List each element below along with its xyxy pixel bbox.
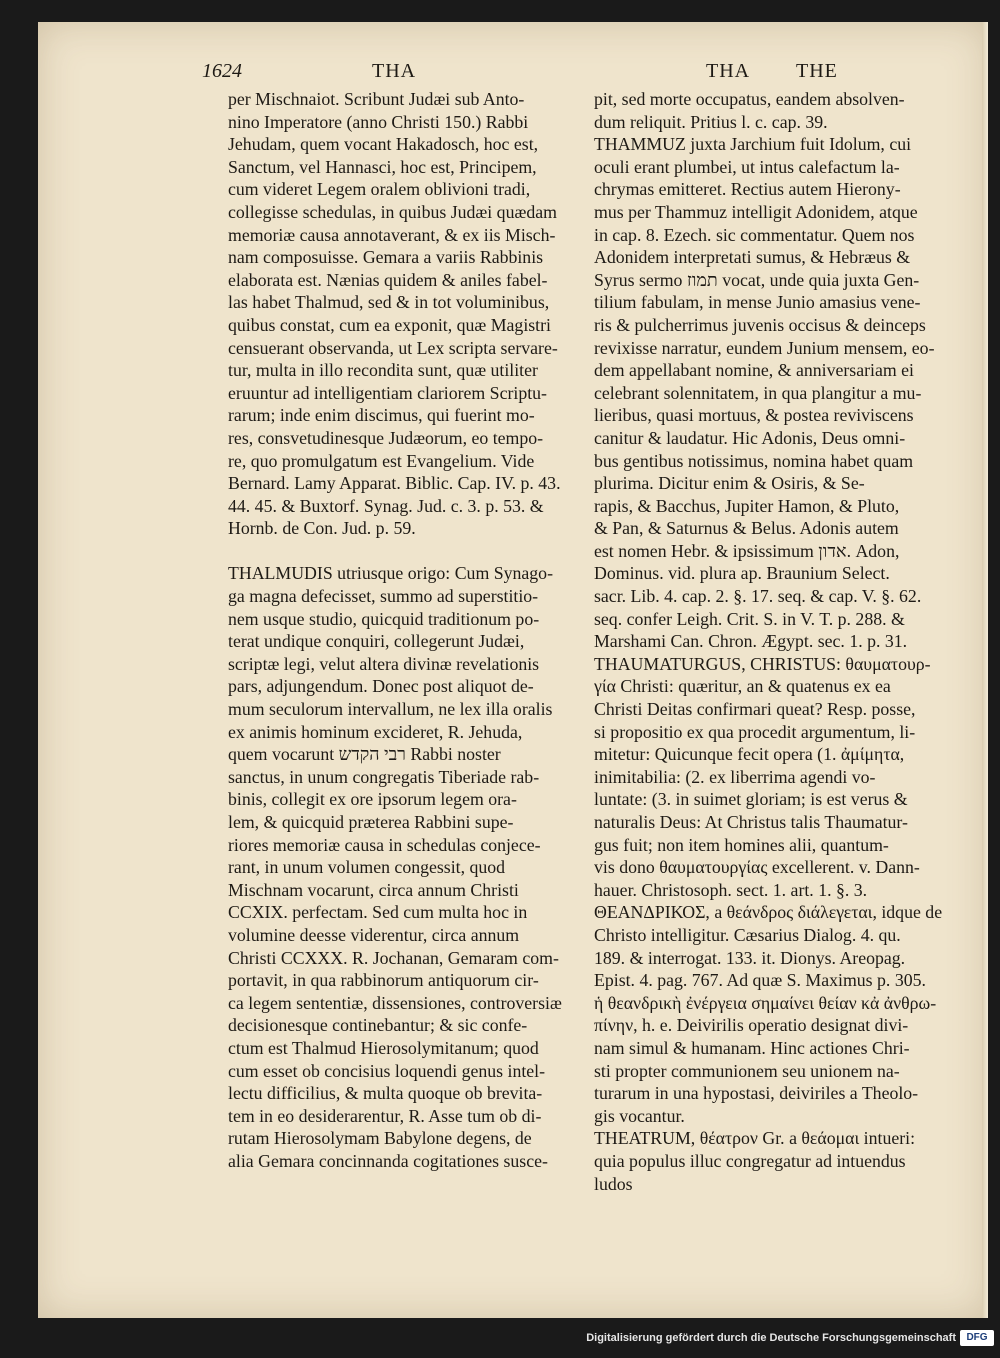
text-line: Hornb. de Con. Jud. p. 59. [228,518,416,539]
text-line: ca legem sententiæ, dissensiones, controversiæ [228,992,562,1013]
text-line: decisionesque continebantur; & sic confe- [228,1015,528,1036]
text-line: censuerant observanda, ut Lex scripta servare- [228,337,558,358]
text-line: tur, multa in illo recondita sunt, quæ utiliter [228,360,538,381]
text-line [228,540,580,563]
text-line: THAMMUZ juxta Jarchium fuit Idolum, cui [594,134,912,155]
text-line: Sanctum, vel Hannasci, hoc est, Principem, [228,156,537,177]
text-line: revixisse narratur, eundem Junium mensem, eo- [594,337,935,358]
text-line: per Mischnaiot. Scribunt Judæi sub Anto- [228,89,525,109]
text-line: riores memoriæ causa in schedulas conjece- [228,834,541,855]
text-line: γία Christi: quæritur, an & quatenus ex ea [594,676,891,697]
text-line: gis vocantur. [594,1105,685,1126]
text-line: volumine deesse viderentur, circa annum [228,924,520,945]
text-line: nam composuisse. Gemara a variis Rabbinis [228,247,544,268]
digitization-footer [0,1326,1000,1350]
text-line: quem vocarunt רבי הקדש Rabbi noster [228,744,501,765]
text-line: mum seculorum intervallum, ne lex illa oralis [228,699,553,720]
text-line: Syrus sermo תמוז vocat, unde quia juxta Gen- [594,269,920,290]
text-line: in cap. 8. Ezech. sic commentatur. Quem nos [594,224,915,245]
text-line: binis, collegit ex ore ipsorum legem ora- [228,789,517,810]
footer-credit: Digitalisierung gefördert durch die Deutsche Forschungsgemeinschaft [586,1332,956,1344]
text-line: hauer. Christosoph. sect. 1. art. 1. §. 3. [594,879,868,900]
text-line: Marshami Can. Chron. Ægypt. sec. 1. p. 31. [594,631,908,652]
text-line: alia Gemara concinnanda cogitationes susce- [228,1150,548,1171]
text-line: Mischnam vocarunt, circa annum Christi [228,879,519,900]
text-line: dum reliquit. Pritius l. c. cap. 39. [594,111,828,132]
text-line: oculi erant plumbei, ut intus calefactum la- [594,156,900,177]
text-line: terat undique conquiri, collegerunt Judæi, [228,631,525,652]
text-line: cum esset ob concisius loquendi genus intel- [228,1060,546,1081]
text-line: sacr. Lib. 4. cap. 2. §. 17. seq. & cap. V. §. 62. [594,586,922,607]
text-line: rant, in unum volumen congessit, quod [228,857,506,878]
text-line: Christi Deitas confirmari queat? Resp. posse, [594,699,916,720]
text-line: ἡ θεανδρικὴ ἐνέργεια σημαίνει θείαν κἀ ἀνθρω- [594,992,937,1013]
text-line: seq. confer Leigh. Crit. S. in V. T. p. 288. & [594,608,905,629]
text-line: gus fuit; non item homines alii, quantum- [594,834,889,855]
dfg-logo-icon: DFG [960,1330,994,1346]
text-line: mus per Thammuz intelligit Adonidem, atque [594,201,918,222]
text-line: THAUMATURGUS, CHRISTUS: θαυματουρ- [594,653,931,674]
text-line: collegisse schedulas, in quibus Judæi quædam [228,201,557,222]
text-line: Adonidem interpretati sumus, & Hebræus & [594,247,911,268]
text-line: eruuntur ad intelligentiam clariorem Scriptu- [228,382,547,403]
text-line: lectu difficilius, & multa quoque ob brevita- [228,1083,543,1104]
text-line: memoriæ causa annotaverant, & ex iis Misch- [228,224,556,245]
running-header [0,60,1000,90]
text-line: mitetur: Quicunque fecit opera (1. ἀμίμητα, [594,744,905,765]
text-line: naturalis Deus: At Christus talis Thaumatur- [594,812,908,832]
text-line: pars, adjungendum. Donec post aliquot de- [228,676,534,697]
text-line: ΘΕΑΝΔΡΙΚΟΣ, a θεάνδρος διάλεγεται, idque de [594,902,943,923]
right-text-column [594,88,966,1195]
text-line: rutam Hierosolymam Babylone degens, de [228,1128,532,1149]
text-line: quibus constat, cum ea exponit, quæ Magistri [228,314,551,335]
text-line: Bernard. Lamy Apparat. Biblic. Cap. IV. p. 43. [228,473,561,494]
text-line: est nomen Hebr. & ipsissimum אדון. Adon, [594,540,900,561]
text-line: ludos [594,1173,633,1194]
left-text-column [228,88,580,1173]
text-line: THALMUDIS utriusque origo: Cum Synago- [228,563,553,584]
text-line: turarum in una hypostasi, deiviriles a Theolo- [594,1083,919,1104]
text-line: lieribus, quasi mortuus, & postea reviviscens [594,405,914,426]
text-line: Dominus. vid. plura ap. Braunium Select. [594,563,890,584]
text-line: scriptæ legi, velut altera divinæ revelationis [228,653,540,674]
text-line: re, quo promulgatum est Evangelium. Vide [228,450,535,471]
text-line: Epist. 4. pag. 767. Ad quæ S. Maximus p. 305. [594,970,926,991]
text-line: portavit, in qua rabbinorum antiquorum cir- [228,970,539,991]
text-line: sti propter communionem seu unionem na- [594,1060,900,1081]
text-line: plurima. Dicitur enim & Osiris, & Se- [594,473,865,494]
page-edge [982,22,988,1318]
text-line: lem, & quicquid præterea Rabbini supe- [228,812,514,832]
text-line: sanctus, in unum congregatis Tiberiade rab- [228,766,540,787]
text-line: THEATRUM, θέατρον Gr. a θεάομαι intueri: [594,1128,916,1149]
text-line: Jehudam, quem vocant Hakadosch, hoc est, [228,134,539,155]
text-line: cum videret Legem oralem oblivioni tradi, [228,179,531,200]
text-line: res, consvetudinesque Judæorum, eo tempo- [228,427,544,448]
text-line: 189. & interrogat. 133. it. Dionys. Areopag. [594,947,906,968]
text-line: bus gentibus notissimus, nomina habet quam [594,450,914,471]
text-line: nino Imperatore (anno Christi 150.) Rabbi [228,111,529,132]
text-line: celebrant solennitatem, in qua plangitur a mu- [594,382,922,403]
text-line: 44. 45. & Buxtorf. Synag. Jud. c. 3. p. 53. & [228,495,544,516]
text-line: & Pan, & Saturnus & Belus. Adonis autem [594,518,899,539]
text-line: pit, sed morte occupatus, eandem absolven- [594,89,905,109]
text-line: chrymas emitteret. Rectius autem Hierony- [594,179,901,200]
text-line: luntate: (3. in suimet gloriam; is est verus & [594,789,908,810]
text-line: CCXIX. perfectam. Sed cum multa hoc in [228,902,528,923]
text-line: vis dono θαυματουργίας excellerent. v. Dann- [594,857,920,878]
text-line: rarum; inde enim discimus, qui fuerint mo- [228,405,535,426]
text-line: ctum est Thalmud Hierosolymitanum; quod [228,1037,539,1058]
text-line: dem appellabant nomine, & anniversariam ei [594,360,914,381]
right-headword-second: THE [796,60,838,82]
text-line: nem usque studio, quicquid traditionum po- [228,608,540,629]
text-line: Christi CCXXX. R. Jochanan, Gemaram com- [228,947,559,968]
text-line: ex animis hominum excideret, R. Jehuda, [228,721,523,742]
text-line: elaborata est. Nænias quidem & aniles fabel- [228,269,548,290]
text-line: quia populus illuc congregatur ad intuendus [594,1150,906,1171]
page-number: 1624 [202,60,242,82]
left-headword: THA [372,60,417,82]
text-line: inimitabilia: (2. ex liberrima agendi vo- [594,766,876,787]
text-line: las habet Thalmud, sed & in tot voluminibus, [228,292,550,313]
text-line: πίνην, h. e. Deivirilis operatio designat divi- [594,1015,909,1036]
text-line: ris & pulcherrimus juvenis occisus & deinceps [594,314,926,335]
text-line: canitur & laudatur. Hic Adonis, Deus omni- [594,427,906,448]
right-headword-first: THA [706,60,751,82]
text-line: tem in eo desiderarentur, R. Asse tum ob di- [228,1105,542,1126]
text-line: ga magna defecisset, summo ad superstitio- [228,586,539,607]
text-line: tilium fabulam, in mense Junio amasius vene- [594,292,921,313]
text-line: nam simul & humanam. Hinc actiones Chri- [594,1037,910,1058]
text-line: Christo intelligitur. Cæsarius Dialog. 4. qu. [594,924,901,945]
text-line: rapis, & Bacchus, Jupiter Hamon, & Pluto, [594,495,900,516]
text-line: si propositio ex qua procedit argumentum, li- [594,721,916,742]
